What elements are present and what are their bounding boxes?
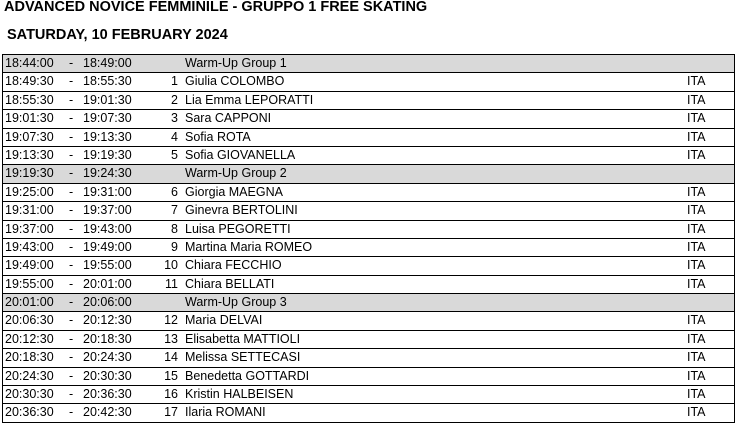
- start-time: 19:31:00: [5, 203, 54, 218]
- start-number: 13: [164, 331, 178, 346]
- nation: ITA: [687, 276, 706, 291]
- start-time: 19:25:00: [5, 184, 54, 199]
- schedule-table: [2, 54, 735, 423]
- skater-row: [3, 202, 734, 220]
- start-number: 12: [164, 313, 178, 328]
- skater-row: [3, 331, 734, 349]
- warmup-row: [3, 165, 734, 183]
- time-separator: -: [69, 368, 74, 383]
- time-separator: -: [69, 92, 74, 107]
- skater-name: Giulia COLOMBO: [185, 74, 285, 89]
- warmup-label: Warm-Up Group 3: [185, 295, 287, 310]
- time-separator: -: [69, 405, 74, 420]
- time-separator: -: [69, 147, 74, 162]
- skater-name: Giorgia MAEGNA: [185, 184, 283, 199]
- start-number: 11: [165, 276, 178, 291]
- skater-row: [3, 147, 734, 165]
- skater-row: [3, 312, 734, 330]
- start-time: 19:19:30: [5, 166, 54, 181]
- skater-name: Maria DELVAI: [185, 313, 263, 328]
- start-time: 20:36:30: [5, 405, 54, 420]
- start-time: 19:07:30: [5, 129, 54, 144]
- nation: ITA: [687, 203, 706, 218]
- start-time: 18:44:00: [5, 56, 54, 70]
- end-time: 19:24:30: [83, 166, 132, 181]
- end-time: 19:01:30: [83, 92, 132, 107]
- nation: ITA: [687, 221, 706, 236]
- end-time: 20:18:30: [83, 331, 132, 346]
- time-separator: -: [69, 387, 74, 402]
- skater-row: [3, 110, 734, 128]
- start-time: 19:37:00: [5, 221, 54, 236]
- warmup-label: Warm-Up Group 2: [185, 166, 287, 181]
- nation: ITA: [687, 350, 706, 365]
- start-time: 18:49:30: [5, 74, 54, 89]
- nation: ITA: [687, 405, 706, 420]
- end-time: 19:55:00: [83, 258, 132, 273]
- nation: ITA: [687, 331, 706, 346]
- start-number: 9: [171, 239, 178, 254]
- start-number: 1: [171, 74, 178, 89]
- skater-name: Sofia ROTA: [185, 129, 251, 144]
- start-time: 18:55:30: [5, 92, 54, 107]
- time-separator: -: [69, 258, 74, 273]
- end-time: 20:36:30: [83, 387, 132, 402]
- end-time: 20:06:00: [83, 295, 132, 310]
- end-time: 19:37:00: [83, 203, 132, 218]
- time-separator: -: [69, 239, 74, 254]
- start-number: 16: [164, 387, 178, 402]
- end-time: 19:43:00: [83, 221, 132, 236]
- end-time: 20:30:30: [83, 368, 132, 383]
- time-separator: -: [69, 350, 74, 365]
- start-time: 20:18:30: [5, 350, 54, 365]
- nation: ITA: [687, 147, 706, 162]
- end-time: 19:19:30: [83, 147, 132, 162]
- skater-name: Lia Emma LEPORATTI: [185, 92, 314, 107]
- time-separator: -: [69, 276, 74, 291]
- time-separator: -: [69, 295, 74, 310]
- skater-name: Sara CAPPONI: [185, 111, 272, 126]
- start-number: 5: [171, 147, 178, 162]
- start-time: 19:49:00: [5, 258, 54, 273]
- skater-row: [3, 257, 734, 275]
- nation: ITA: [687, 313, 706, 328]
- nation: ITA: [687, 74, 706, 89]
- start-time: 20:30:30: [5, 387, 54, 402]
- skater-name: Ginevra BERTOLINI: [185, 203, 298, 218]
- end-time: 18:55:30: [83, 74, 132, 89]
- start-time: 19:13:30: [5, 147, 54, 162]
- skater-name: Melissa SETTECASI: [185, 350, 301, 365]
- warmup-row: [3, 55, 734, 73]
- start-time: 20:06:30: [5, 313, 54, 328]
- time-separator: -: [69, 111, 74, 126]
- end-time: 18:49:00: [83, 56, 132, 70]
- skater-row: [3, 386, 734, 404]
- skater-row: [3, 129, 734, 147]
- start-number: 14: [164, 350, 178, 365]
- time-separator: -: [69, 184, 74, 199]
- skater-name: Ilaria ROMANI: [185, 405, 266, 420]
- start-number: 2: [171, 92, 178, 107]
- end-time: 20:12:30: [83, 313, 132, 328]
- skater-row: [3, 184, 734, 202]
- skater-name: Chiara BELLATI: [185, 276, 275, 291]
- skater-name: Luisa PEGORETTI: [185, 221, 291, 236]
- page-title: ADVANCED NOVICE FEMMINILE - GRUPPO 1 FREE SKATING: [4, 0, 428, 15]
- skater-row: [3, 349, 734, 367]
- skater-name: Sofia GIOVANELLA: [185, 147, 296, 162]
- skater-name: Martina Maria ROMEO: [185, 239, 313, 254]
- time-separator: -: [69, 221, 74, 236]
- time-separator: -: [69, 313, 74, 328]
- end-time: 20:42:30: [83, 405, 132, 420]
- start-number: 6: [171, 184, 178, 199]
- start-number: 15: [164, 368, 178, 383]
- end-time: 19:13:30: [83, 129, 132, 144]
- event-date: SATURDAY, 10 FEBRUARY 2024: [7, 27, 228, 43]
- nation: ITA: [687, 129, 706, 144]
- end-time: 19:49:00: [83, 239, 132, 254]
- time-separator: -: [69, 331, 74, 346]
- start-number: 8: [171, 221, 178, 236]
- start-time: 19:55:00: [5, 276, 54, 291]
- nation: ITA: [687, 184, 706, 199]
- start-time: 20:12:30: [5, 331, 54, 346]
- nation: ITA: [687, 387, 706, 402]
- warmup-label: Warm-Up Group 1: [185, 56, 287, 70]
- nation: ITA: [687, 368, 706, 383]
- time-separator: -: [69, 56, 74, 70]
- start-time: 19:01:30: [5, 111, 54, 126]
- start-number: 10: [164, 258, 178, 273]
- start-time: 20:01:00: [5, 295, 54, 310]
- skater-row: [3, 404, 734, 422]
- time-separator: -: [69, 203, 74, 218]
- time-separator: -: [69, 166, 74, 181]
- skater-row: [3, 368, 734, 386]
- start-number: 7: [171, 203, 178, 218]
- nation: ITA: [687, 92, 706, 107]
- start-time: 20:24:30: [5, 368, 54, 383]
- skater-name: Chiara FECCHIO: [185, 258, 282, 273]
- nation: ITA: [687, 258, 706, 273]
- start-number: 17: [164, 405, 178, 420]
- time-separator: -: [69, 74, 74, 89]
- skater-row: [3, 92, 734, 110]
- skater-name: Elisabetta MATTIOLI: [185, 331, 301, 346]
- skater-row: [3, 221, 734, 239]
- nation: ITA: [687, 111, 706, 126]
- time-separator: -: [69, 129, 74, 144]
- warmup-row: [3, 294, 734, 312]
- skater-name: Benedetta GOTTARDI: [185, 368, 310, 383]
- nation: ITA: [687, 239, 706, 254]
- end-time: 20:24:30: [83, 350, 132, 365]
- end-time: 19:07:30: [83, 111, 132, 126]
- end-time: 20:01:00: [83, 276, 132, 291]
- end-time: 19:31:00: [83, 184, 132, 199]
- start-number: 3: [171, 111, 178, 126]
- skater-name: Kristin HALBEISEN: [185, 387, 294, 402]
- skater-row: [3, 239, 734, 257]
- skater-row: [3, 276, 734, 294]
- start-time: 19:43:00: [5, 239, 54, 254]
- skater-row: [3, 73, 734, 91]
- start-number: 4: [171, 129, 178, 144]
